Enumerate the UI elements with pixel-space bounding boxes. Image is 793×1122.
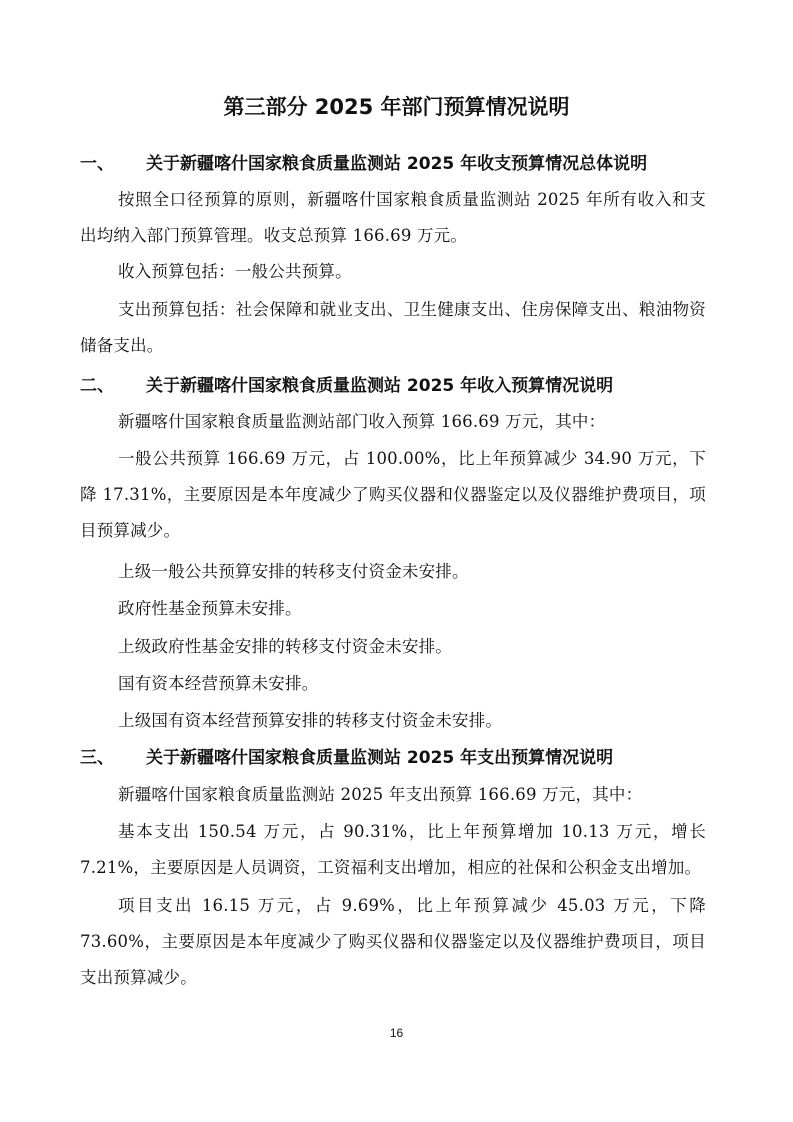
section-heading-3 xyxy=(80,744,720,772)
paragraph: 新疆喀什国家粮食质量监测站部门收入预算 166.69 万元，其中： xyxy=(118,412,606,431)
paragraph: 项目支出 16.15 万元，占 9.69%，比上年预算减少 45.03 万元，下降 73.60%，主要原因是本年度减少了购买仪器和仪器鉴定以及仪器维护费项目，项目支出预算减少。 xyxy=(80,896,706,987)
paragraph: 国有资本经营预算未安排。 xyxy=(118,674,319,693)
paragraph: 上级国有资本经营预算安排的转移支付资金未安排。 xyxy=(118,711,503,730)
page-number: 16 xyxy=(389,1026,404,1040)
section-heading-1 xyxy=(80,150,720,178)
section-title: 关于新疆喀什国家粮食质量监测站 2025 年支出预算情况说明 xyxy=(146,748,614,768)
paragraph: 一般公共预算 166.69 万元，占 100.00%，比上年预算减少 34.90 万元，下降 17.31%，主要原因是本年度减少了购买仪器和仪器鉴定以及仪器维护费项目，项目预算减少。 xyxy=(80,449,706,540)
section-number: 一、 xyxy=(80,154,114,174)
section-number: 二、 xyxy=(80,376,114,396)
section-heading-2 xyxy=(80,372,720,400)
section-title: 关于新疆喀什国家粮食质量监测站 2025 年收入预算情况说明 xyxy=(146,376,614,396)
section-title: 关于新疆喀什国家粮食质量监测站 2025 年收支预算情况总体说明 xyxy=(146,154,648,174)
paragraph: 新疆喀什国家粮食质量监测站 2025 年支出预算 166.69 万元，其中： xyxy=(118,785,643,804)
paragraph: 政府性基金预算未安排。 xyxy=(118,599,302,618)
page-title: 第三部分 2025 年部门预算情况说明 xyxy=(223,95,570,119)
section-number: 三、 xyxy=(80,748,114,768)
paragraph: 上级政府性基金安排的转移支付资金未安排。 xyxy=(118,637,452,656)
paragraph: 收入预算包括：一般公共预算。 xyxy=(118,262,352,281)
paragraph: 按照全口径预算的原则，新疆喀什国家粮食质量监测站 2025 年所有收入和支出均纳入部门预算管理。收支总预算 166.69 万元。 xyxy=(80,190,706,245)
paragraph: 基本支出 150.54 万元，占 90.31%，比上年预算增加 10.13 万元，增长 7.21%，主要原因是人员调资，工资福利支出增加，相应的社保和公积金支出增加。 xyxy=(80,822,706,877)
paragraph: 支出预算包括：社会保障和就业支出、卫生健康支出、住房保障支出、粮油物资储备支出。 xyxy=(80,300,706,355)
paragraph: 上级一般公共预算安排的转移支付资金未安排。 xyxy=(118,562,469,581)
